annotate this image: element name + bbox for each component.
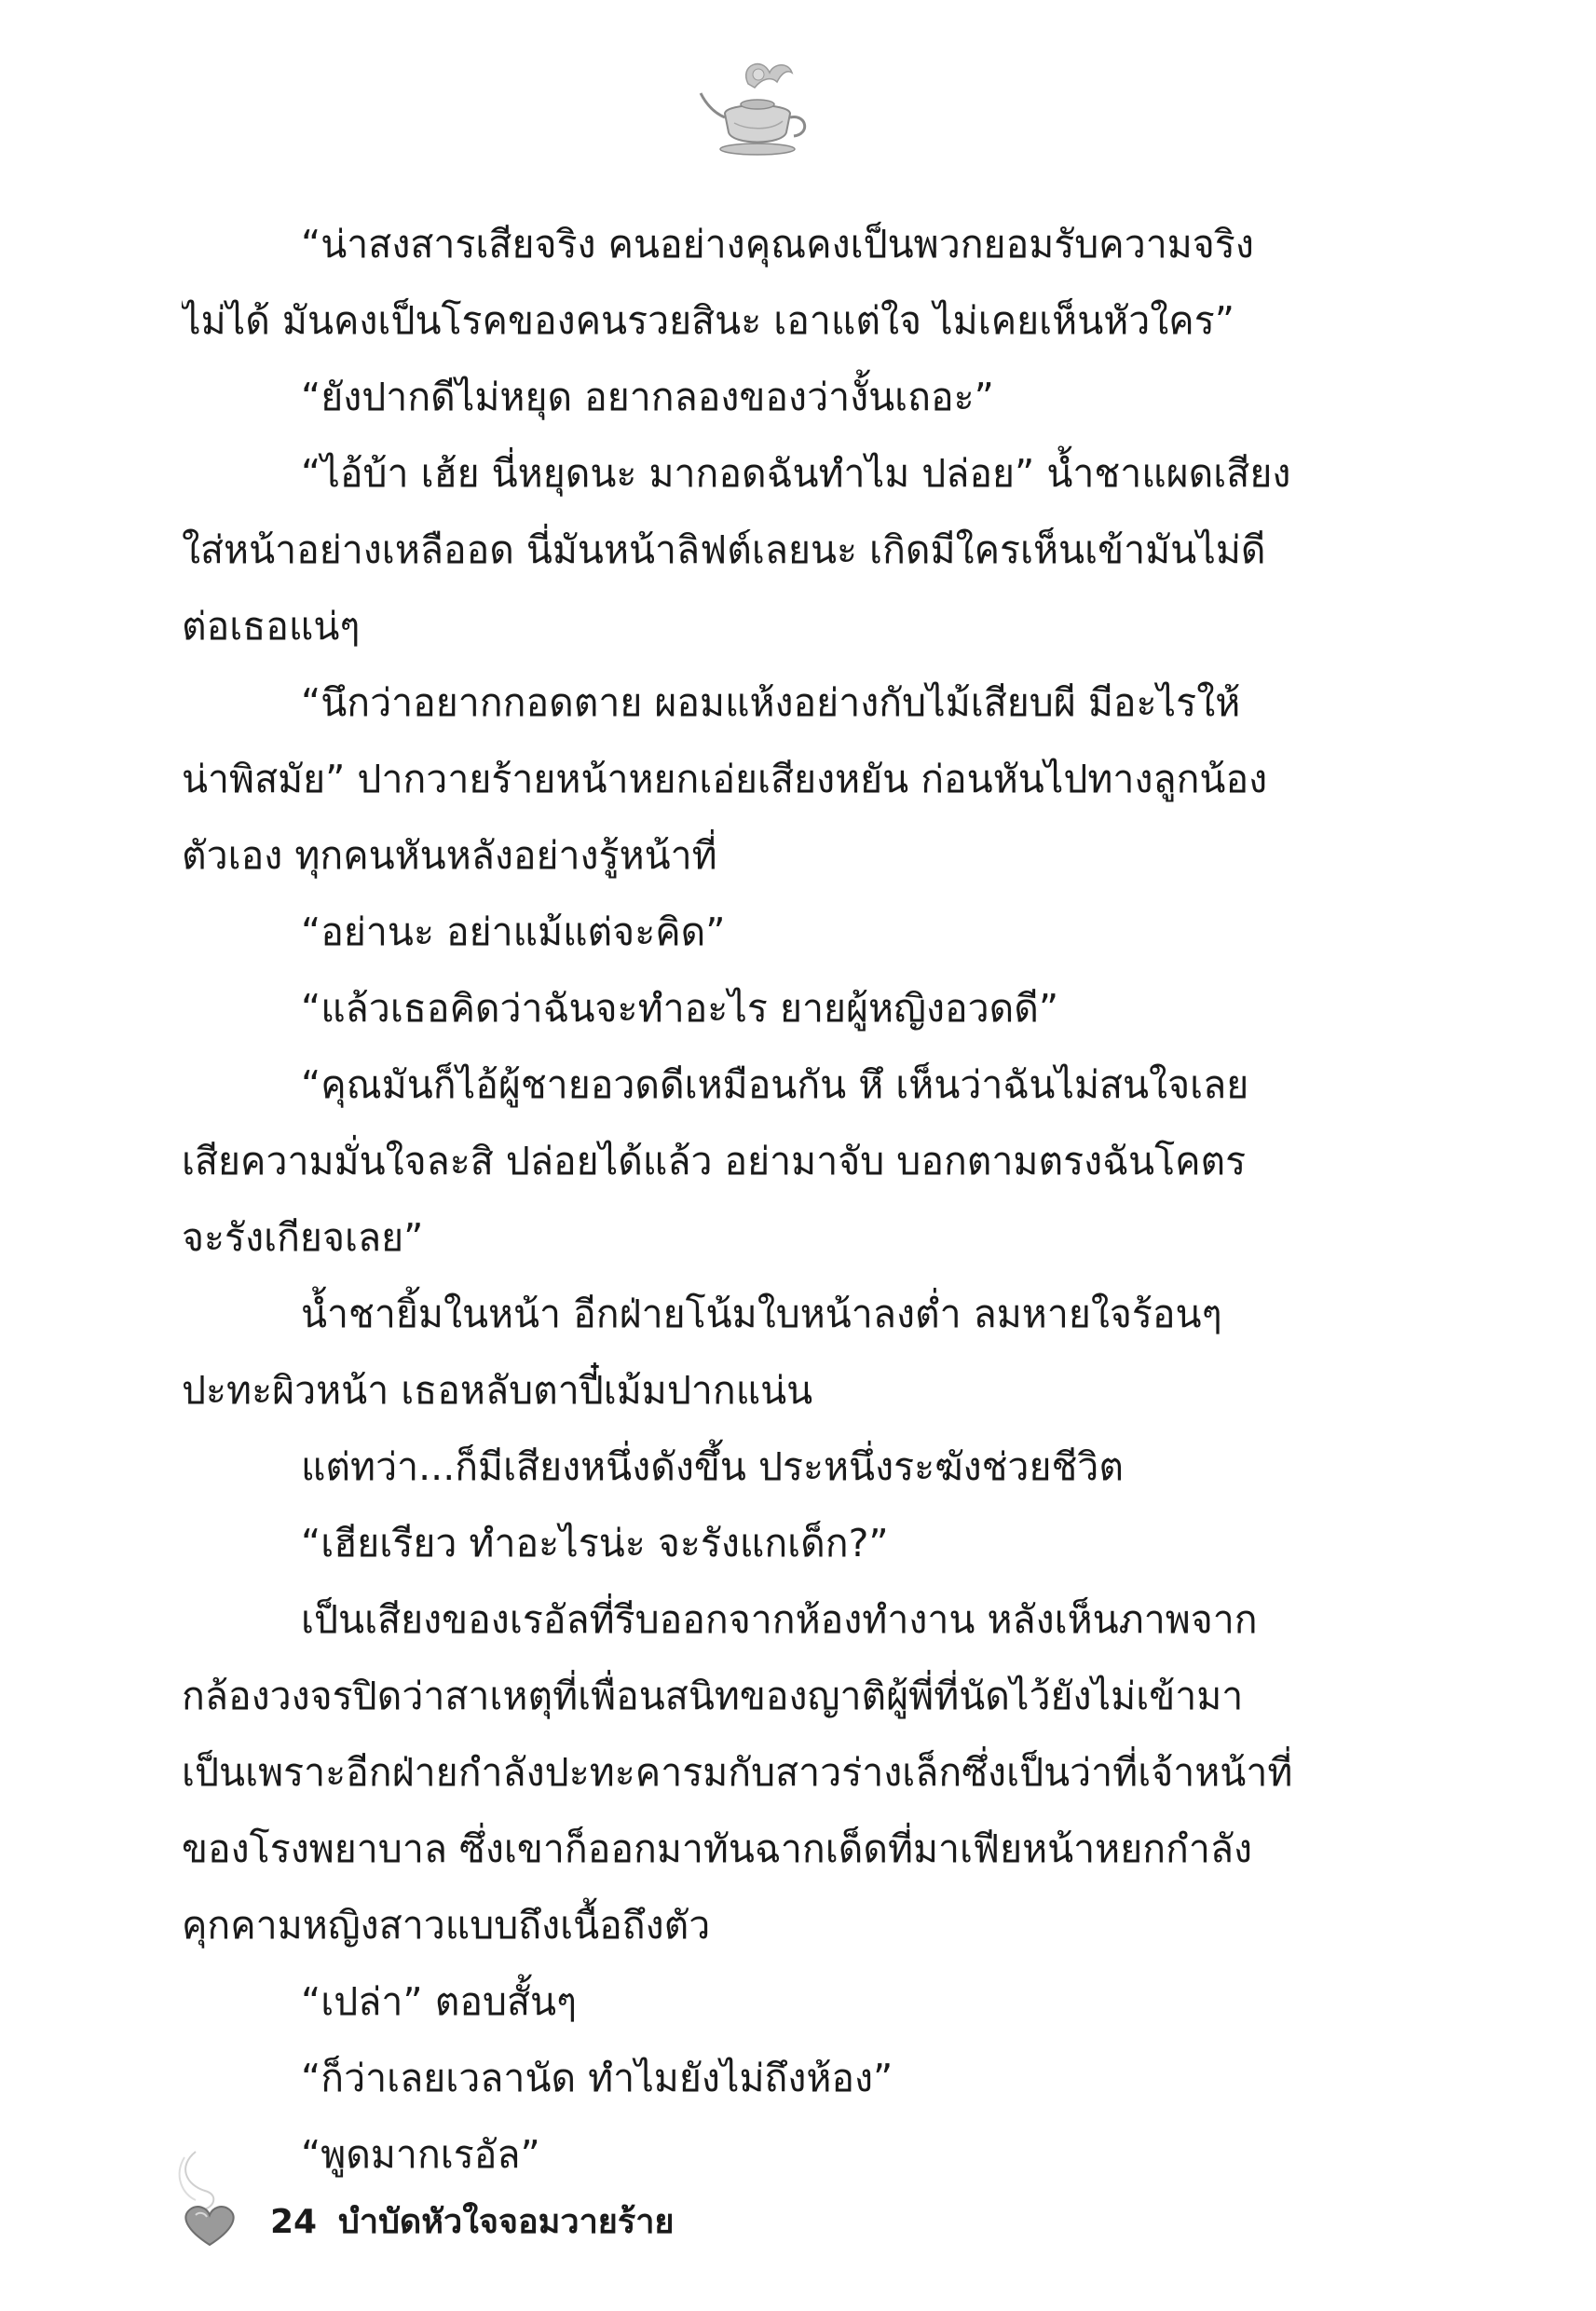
text-line: เป็นเพราะอีกฝ่ายกำลังปะทะคารมกับสาวร่างเล็กซึ่งเป็นว่าที่เจ้าหน้าที่	[182, 1750, 1293, 1795]
text-line: ไม่ได้ มันคงเป็นโรคของคนรวยสินะ เอาแต่ใจ ไม่เคยเห็นหัวใคร”	[182, 298, 1235, 343]
text-line: ต่อเธอแน่ๆ	[182, 604, 361, 649]
text-line: คุกคามหญิงสาวแบบถึงเนื้อถึงตัว	[182, 1903, 711, 1948]
text-line: “เปล่า” ตอบสั้นๆ	[301, 1979, 578, 2024]
text-line: แต่ทว่า...ก็มีเสียงหนึ่งดังขึ้น ประหนึ่งระฆังช่วยชีวิต	[301, 1444, 1124, 1489]
text-line: “พูดมากเรอัล”	[301, 2132, 540, 2177]
text-line: “แล้วเธอคิดว่าฉันจะทำอะไร ยายผู้หญิงอวดดี”	[301, 986, 1059, 1031]
text-line: น่าพิสมัย” ปากวายร้ายหน้าหยกเอ่ยเสียงหยัน ก่อนหันไปทางลูกน้อง	[182, 757, 1268, 801]
fairy-teapot-icon	[697, 56, 818, 168]
heart-swirl-icon	[168, 2148, 252, 2250]
text-line: “ไอ้บ้า เฮ้ย นี่หยุดนะ มากอดฉันทำไม ปล่อย” น้ำชาแผดเสียง	[301, 451, 1291, 496]
text-line: “เฮียเรียว ทำอะไรน่ะ จะรังแกเด็ก?”	[301, 1521, 889, 1566]
text-line: กล้องวงจรปิดว่าสาเหตุที่เพื่อนสนิทของญาติผู้พี่ที่นัดไว้ยังไม่เข้ามา	[182, 1674, 1244, 1718]
text-line: น้ำชายิ้มในหน้า อีกฝ่ายโน้มใบหน้าลงต่ำ ลมหายใจร้อนๆ	[301, 1292, 1222, 1336]
text-line: ตัวเอง ทุกคนหันหลังอย่างรู้หน้าที่	[182, 833, 717, 878]
text-line: จะรังเกียจเลย”	[182, 1215, 424, 1260]
text-line: “ยังปากดีไม่หยุด อยากลองของว่างั้นเถอะ”	[301, 375, 994, 419]
body-text	[182, 216, 1328, 2203]
text-line: ของโรงพยาบาล ซึ่งเขาก็ออกมาทันฉากเด็ดที่มาเฟียหน้าหยกกำลัง	[182, 1826, 1253, 1871]
text-line: เป็นเสียงของเรอัลที่รีบออกจากห้องทำงาน หลังเห็นภาพจาก	[301, 1597, 1258, 1642]
book-title: บำบัดหัวใจจอมวายร้าย	[338, 2203, 675, 2241]
text-line: ปะทะผิวหน้า เธอหลับตาปี๋เม้มปากแน่น	[182, 1368, 813, 1413]
text-line: เสียความมั่นใจละสิ ปล่อยได้แล้ว อย่ามาจับ บอกตามตรงฉันโคตร	[182, 1139, 1247, 1183]
text-line: “ก็ว่าเลยเวลานัด ทำไมยังไม่ถึงห้อง”	[301, 2056, 893, 2100]
text-line: “คุณมันก็ไอ้ผู้ชายอวดดีเหมือนกัน หึ เห็นว่าฉันไม่สนใจเลย	[301, 1062, 1249, 1107]
page-footer	[168, 2148, 727, 2250]
text-line: ใส่หน้าอย่างเหลืออด นี่มันหน้าลิฟต์เลยนะ เกิดมีใครเห็นเข้ามันไม่ดี	[182, 527, 1266, 572]
text-line: “น่าสงสารเสียจริง คนอย่างคุณคงเป็นพวกยอมรับความจริง	[301, 222, 1254, 267]
text-line: “อย่านะ อย่าแม้แต่จะคิด”	[301, 909, 726, 954]
page-number: 24	[270, 2203, 318, 2241]
text-line: “นึกว่าอยากกอดตาย ผอมแห้งอย่างกับไม้เสียบผี มีอะไรให้	[301, 680, 1241, 725]
